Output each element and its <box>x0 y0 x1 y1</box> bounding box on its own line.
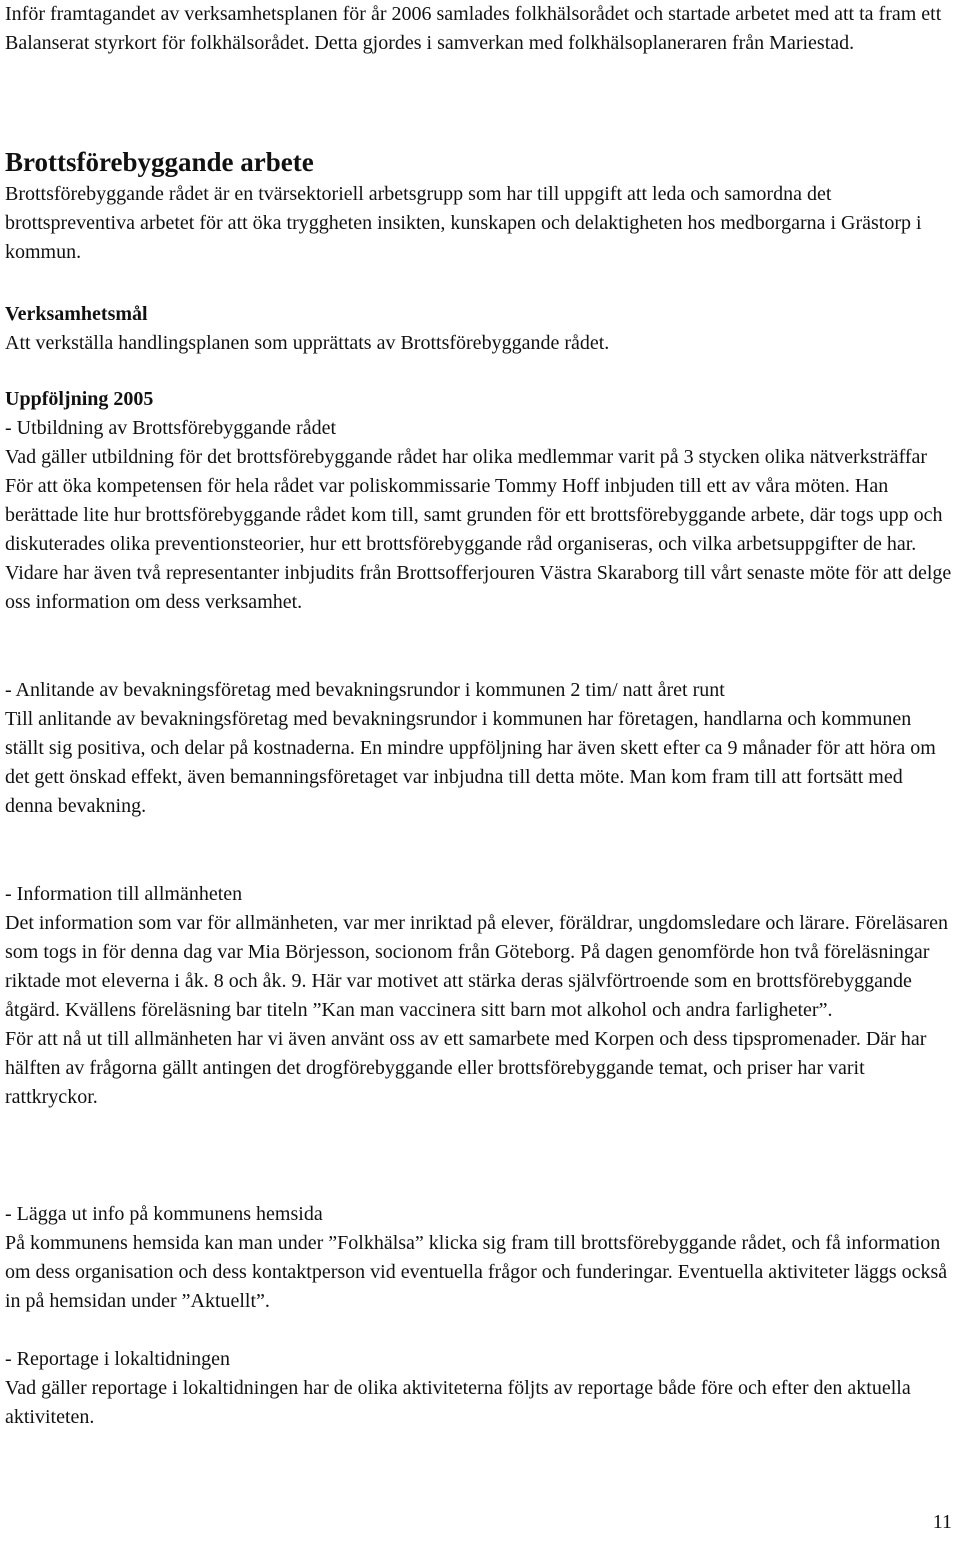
uppfoljning-heading: Uppföljning 2005 <box>5 388 154 410</box>
reportage-block <box>5 1345 955 1432</box>
section-description: Brottsförebyggande rådet är en tvärsektoriell arbetsgrupp som har till uppgift att leda och samordna det brottspreventiva arbetet för att öka tryggheten insikten, kunskapen och delaktigheten hos medborgarna i Grästorp i kommun. <box>5 183 922 263</box>
item-text-hemsida: På kommunens hemsida kan man under ”Folkhälsa” klicka sig fram till brottsförebyggande rådet, och få information om dess organisation och dess kontaktperson vid eventuella frågor och funderingar. Eventuella aktiviteter läggs också in på hemsidan under ”Aktuellt”. <box>5 1232 948 1312</box>
item-text-information-1: Det information som var för allmänheten, var mer inriktad på elever, föräldrar, ungdomsledare och lärare. Föreläsaren som togs in för denna dag var Mia Börjesson, socionom från Göteborg. På dagen genomförde hon två föreläsningar riktade mot eleverna i åk. 8 och åk. 9. Här var motivet att stärka deras självförtroende som en brottsförebyggande åtgärd. Kvällens föreläsning bar titeln ”Kan man vaccinera sitt barn mot alkohol och andra farligheter”. <box>5 912 949 1021</box>
uppfoljning-block <box>5 385 955 617</box>
item-text-information-2: För att nå ut till allmänheten har vi även använt oss av ett samarbete med Korpen och dess tipspromenader. Där har hälften av frågorna gällt antingen det drogförebyggande eller brottsförebyggande temat, och priser har varit rattkryckor. <box>5 1028 927 1108</box>
item-title-hemsida: - Lägga ut info på kommunens hemsida <box>5 1203 323 1225</box>
item-text-utbildning: Vad gäller utbildning för det brottsförebyggande rådet har olika medlemmar varit på 3 stycken olika nätverksträffar För att öka kompetensen för hela rådet var poliskommissarie Tommy Hoff inbjuden till ett av våra möten. Han berättade lite hur brottsförebyggande rådet kom till, samt grunden för ett brottsförebyggande arbete, där togs upp och diskuterades olika preventionsteorier, hur ett brottsförebyggande råd organiseras, och vilka arbetsuppgifter de har. Vidare har även två representanter inbjudits från Brottsofferjouren Västra Skaraborg till vårt senaste möte för att delge oss information om dess verksamhet. <box>5 446 952 613</box>
item-title-bevakning: - Anlitande av bevakningsföretag med bevakningsrundor i kommunen 2 tim/ natt året runt <box>5 679 725 701</box>
item-title-reportage: - Reportage i lokaltidningen <box>5 1348 230 1370</box>
item-title-information: - Information till allmänheten <box>5 883 243 905</box>
hemsida-block <box>5 1200 955 1316</box>
bevakning-block <box>5 676 955 821</box>
item-text-reportage: Vad gäller reportage i lokaltidningen har de olika aktiviteterna följts av reportage både före och efter den aktuella aktiviteten. <box>5 1377 911 1428</box>
page-number: 11 <box>932 1511 952 1533</box>
verksamhetsmal-text: Att verkställa handlingsplanen som upprättats av Brottsförebyggande rådet. <box>5 332 610 354</box>
section-title: Brottsförebyggande arbete <box>5 147 314 177</box>
item-text-bevakning: Till anlitande av bevakningsföretag med bevakningsrundor i kommunen har företagen, handlarna och kommunen ställt sig positiva, och delar på kostnaderna. En mindre uppföljning har även skett efter ca 9 månader för att höra om det gett önskad effekt, även bemanningsföretaget var inbjudna till detta möte. Man kom fram till att fortsätt med denna bevakning. <box>5 708 936 817</box>
information-block <box>5 880 955 1112</box>
intro-paragraph: Inför framtagandet av verksamhetsplanen för år 2006 samlades folkhälsorådet och startade arbetet med att ta fram ett Balanserat styrkort för folkhälsorådet. Detta gjordes i samverkan med folkhälsoplaneraren från Mariestad. <box>5 3 942 54</box>
verksamhetsmal-heading: Verksamhetsmål <box>5 303 148 325</box>
item-title-utbildning: - Utbildning av Brottsförebyggande rådet <box>5 417 337 439</box>
verksamhetsmal-block <box>5 300 609 358</box>
